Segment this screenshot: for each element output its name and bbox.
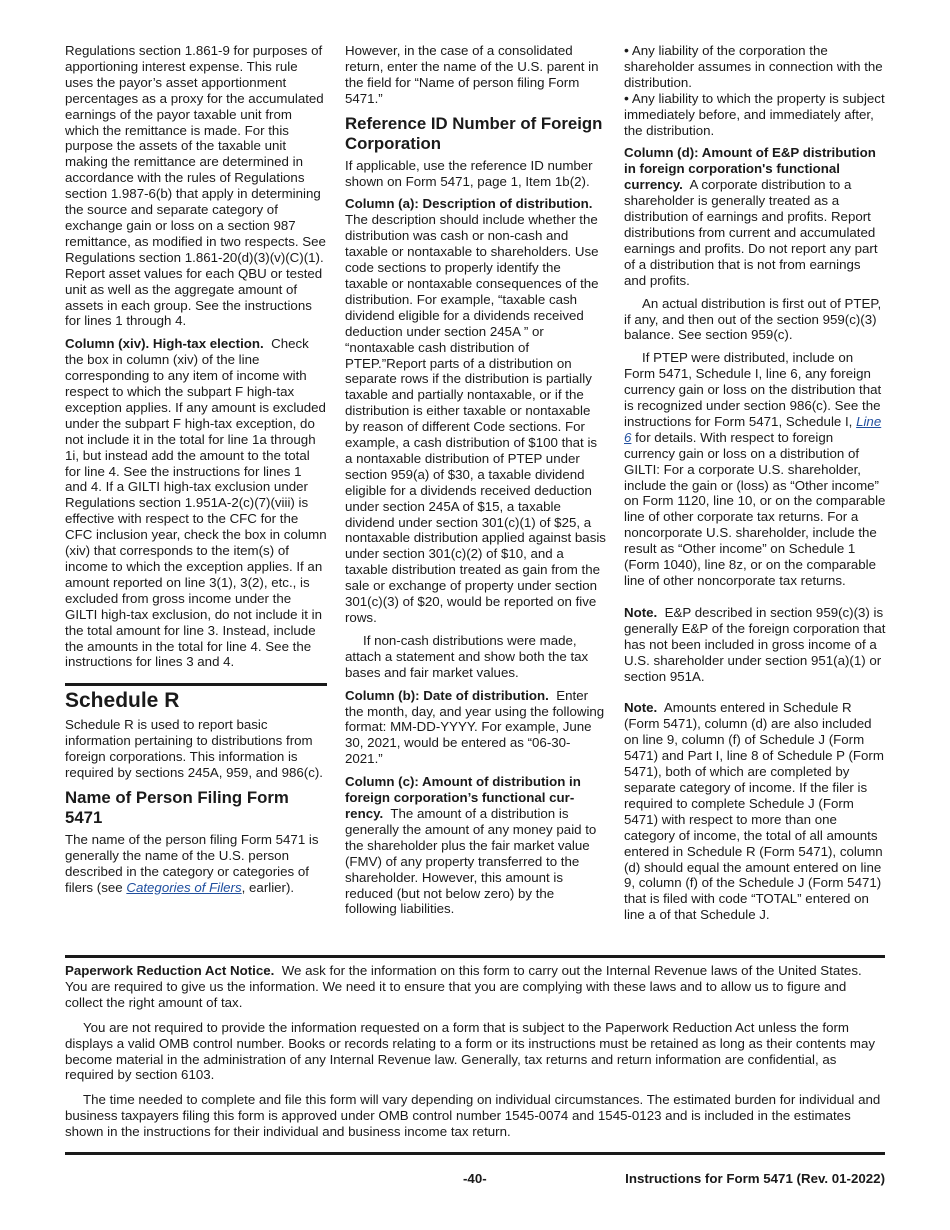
paragraph-text: Check the box in column (xiv) of the line corresponding to any item of income with respect to which the subpart F high-tax exception applies. If any amount is excluded under the subpart F high-tax exception, do not include it in the total for line 1a through 1i, but instead add the amount to the total for line 4. See the instructions for lines 1 and 4. If a GILTI high-tax exclusion under Regulations section 1.951A-2(c)(7)(viii) is effective with respect to the CFC for the CFC inclusion year, check the box in column (xiv) that corresponds to the item(s) of income to which the exception applies. If an amount reported on line 3(1), 3(2), etc., is excluded from gross income under the GILTI high-tax exclusion, do not include it in the total amount for line 3. Instead, include the amounts in the total for line 4. See the instructions for lines 3 and 4. — [65, 336, 327, 670]
paragraph-high-tax — [65, 336, 327, 670]
paragraph-text: Amounts entered in Schedule R (Form 5471), column (d) are also included on line 9, column (f) of Schedule J (Form 5471) and Part I, line 8 of Schedule P (Form 5471), both of which are completed by separate category of income. If the filer is required to complete Schedule J (Form 5471) with respect to more than one category of income, the total of all amounts entered in Schedule R (Form 5471), column (d) should equal the amount entered on line 9, column (f) of the Schedule J (Form 5471) that is filed with code “TOTAL” entered on line a of that Schedule J. — [624, 700, 884, 923]
paragraph-ptep — [624, 350, 886, 589]
column-3 — [624, 43, 886, 930]
paragraph: Regulations section 1.861-9 for purposes of apportioning interest expense. This rule uses the payor’s asset apportionment percentages as a proxy for the accumulated earnings of the payor taxable unit from which the remittance is made. For this purpose the assets of the taxable unit making the remittance are determined in accordance with the rules of Regulations section 1.987-6(b) that apply in determining the source and separate category of exchange gain or loss on a section 987 remittance, as modified in two respects. See Regulations section 1.861-20(d)(3)(v)(C)(1). Report asset values for each QBU or tested unit as well as the aggregate amount of assets in each group. See the instructions for lines 1 through 4. — [65, 43, 326, 329]
paragraph: If applicable, use the reference ID number shown on Form 5471, page 1, Item 1b(2). — [345, 157, 593, 189]
paragraph: However, in the case of a consolidated return, enter the name of the U.S. parent in the field for “Name of person filing Form 5471.” — [345, 43, 599, 106]
bullet-item — [624, 43, 886, 91]
bullet-text: Any liability to which the property is subject immediately before, and immediately after, the distribution. — [624, 90, 885, 138]
paragraph-text: , earlier). — [241, 879, 295, 895]
paragraph-text: A corporate distribution to a shareholder is generally treated as a distribution of earnings and profits. Report distributions from current and accumulated earnings and profits. Do not report any part of a distribution that is not from earnings and profits. — [624, 177, 878, 288]
page-number: -40- — [463, 1171, 487, 1186]
run-in-heading: Column (a): Description of distribution. — [345, 196, 593, 212]
paragraph-text: The description should include whether the distribution was cash or non-cash and taxable or nontaxable to shareholders. Use code sections to properly identify the taxable or nontaxable consequences of the distribution. For example, “taxable cash dividend eligible for a dividends received deduction under section 245A ” or “nontaxable cash distribution of PTEP.”Report parts of a distribution on separate rows if the distribution is partially taxable and partially nontaxable, or if the distribution is either taxable or nontaxable by reason of different Code sections. For example, a cash distribution of $100 that is a nontaxable distribution of PTEP under section 959(a) of $30, a taxable dividend eligible for a dividends received deduction under section 245A of $15, a taxable dividend under section 301(c)(1) of $25, a nontaxable distribution applied against basis under section 301(c)(2) of $10, and a taxable distribution treated as gain from the sale or exchange of property under section 301(c)(3) of $20, would be reported on five rows. — [345, 212, 606, 625]
run-in-heading: Column (c): Amount of distribution in foreign corporation’s functional currency. — [345, 774, 581, 821]
paragraph-column-d — [624, 145, 886, 288]
run-in-heading: Column (xiv). High-tax election. — [65, 336, 264, 352]
link-categories-of-filers[interactable]: Categories of Filers — [126, 879, 242, 895]
bullet-text: Any liability of the corporation the shareholder assumes in connection with the distribution. — [624, 43, 883, 90]
bullet-icon: • — [624, 89, 629, 106]
paragraph-text: Enter the month, day, and year using the following format: MM-DD-YYYY. For example, June 30, 2021, would be entered as “06-30-2021.” — [345, 687, 605, 767]
paragraph: Schedule R is used to report basic information pertaining to distributions from foreign corporations. This information is required by sections 245A, 959, and 986(c). — [65, 717, 323, 781]
paragraph-text: E&P described in section 959(c)(3) is generally E&P of the foreign corporation that has not been included in gross income of a U.S. shareholder under section 951(a)(1) or section 951A. — [624, 604, 886, 684]
note-paragraph — [624, 605, 886, 685]
paragraph-pra — [65, 963, 885, 1011]
run-in-heading: Paperwork Reduction Act Notice. — [65, 963, 275, 978]
note-paragraph — [624, 700, 886, 923]
paragraph-text: If PTEP were distributed, include on Form 5471, Schedule I, line 6, any foreign currency gain or loss on the distribution that is recognized under section 986(c). See the instructions for Form 5471, Schedule I, — [624, 350, 882, 429]
paperwork-reduction-section — [65, 955, 885, 1149]
bullet-icon: • — [624, 42, 629, 58]
page-footer — [65, 1152, 885, 1186]
paragraph: An actual distribution is first out of PTEP, if any, and then out of the section 959(c)(3) balance. See section 959(c). — [624, 295, 882, 343]
paragraph-text: The amount of a distribution is generally the amount of any money paid to the shareholder plus the fair market value (FMV) of any property transferred to the shareholder. However, this amount is reduced (but not below zero) by the following liabilities. — [345, 805, 597, 917]
section-heading-schedule-r: Schedule R — [65, 689, 180, 713]
paragraph: The time needed to complete and file this form will vary depending on individual circumstances. The estimated burden for individual and business taxpayers filing this form is approved under OMB control number 1545-0074 and 1545-0123 and is included in the estimates shown in the instructions for their individual and business income tax return. — [65, 1092, 881, 1140]
paragraph-column-a — [345, 196, 607, 625]
paragraph-column-c — [345, 774, 607, 917]
column-2 — [345, 43, 607, 924]
paragraph-column-b — [345, 688, 607, 768]
note-label: Note. — [624, 604, 658, 620]
run-in-heading: Column (d): Amount of E&P distribution in foreign corporation's functional currency. — [624, 145, 876, 193]
bullet-item — [624, 91, 886, 139]
link-line-6[interactable]: Line 6 — [624, 413, 882, 445]
section-divider — [65, 683, 327, 686]
paragraph-name — [65, 832, 327, 896]
run-in-heading: Column (b): Date of distribution. — [345, 687, 549, 703]
form-title: Instructions for Form 5471 (Rev. 01-2022) — [625, 1171, 885, 1186]
paragraph-text: We ask for the information on this form to carry out the Internal Revenue laws of the United States. You are required to give us the information. We need it to ensure that you are complying with these laws and to allow us to figure and collect the right amount of tax. — [65, 963, 862, 1010]
column-1 — [65, 43, 327, 903]
paragraph: You are not required to provide the information requested on a form that is subject to the Paperwork Reduction Act unless the form displays a valid OMB control number. Books or records relating to a form or its instructions must be retained as long as their contents may become material in the administration of any Internal Revenue law. Generally, tax returns and return information are confidential, as required by section 6103. — [65, 1019, 875, 1083]
paragraph-text: The name of the person filing Form 5471 is generally the name of the U.S. person described in the category or categories of filers (see — [65, 831, 319, 895]
paragraph-text: for details. With respect to foreign currency gain or loss on a distribution of GILTI: For a corporate U.S. shareholder, include the gain or (loss) as “Other income” on Form 1120, line 10, or on the comparable line of other corporate tax returns. For a noncorporate U.S. shareholder, include the result as “Other income” on Schedule 1 (Form 1040), line 8z, or on the comparable line of other noncorporate tax returns. — [624, 429, 886, 588]
subheading-name-of-person: Name of Person Filing Form 5471 — [65, 787, 289, 827]
subheading-reference-id: Reference ID Number of Foreign Corporation — [345, 113, 603, 153]
paragraph: If non-cash distributions were made, attach a statement and show both the tax bases and fair market values. — [345, 632, 589, 680]
note-label: Note. — [624, 700, 658, 716]
